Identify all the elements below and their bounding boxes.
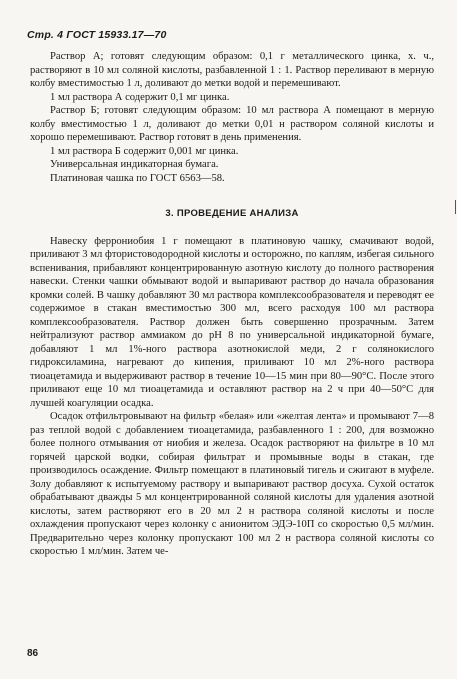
margin-mark [455,200,456,214]
paragraph-procedure-2: Осадок отфильтровывают на фильтр «белая» или «желтая лента» и промывают 7—8 раз теплой водой с добавлением тиоацетамида, разбавленного 1 : 200, для возможно более полного отмывания от ниобия и железа. Осадок растворяют на фильтре в 10 мл горячей царской водки, собирая фильтрат и промывные воды в стакан, где производилось осаждение. Фильтр помещают в платиновый тигель и сжигают в муфеле. Золу добавляют к испытуемому раствору и выпаривают раствор досуха. Сухой остаток обрабатывают дважды 5 мл концентрированной соляной кислоты для удаления азотной кислоты, затем растворяют его в 20 мл 2 н раствора соляной кислоты и после охлаждения пропускают через колонку с анионитом ЭДЭ-10П со скоростью 0,5 мл/мин. Предварительно через колонку пропускают 100 мл 2 н раствора соляной кислоты со скоростью 1 мл/мин. Затем че- [30,411,434,557]
paragraph-solution-a: Раствор А; готовят следующим образом: 0,1 г металлического цинка, х. ч., растворяют в 10 мл соляной кислоты, разбавленной 1 : 1. Раствор переливают в мерную колбу вместимостью 1 л, доливают до метки водой и перемешивают. [30,51,434,89]
page-body [30,50,434,559]
paragraph-solution-b: Раствор Б; готовят следующим образом: 10 мл раствора А помещают в мерную колбу вместимостью 1 л, доливают до метки 0,01 н раствором соляной кислоты и хорошо перемешивают. Раствор готовят в день применения. [30,105,434,143]
paragraph-solution-a-content: 1 мл раствора А содержит 0,1 мг цинка. [50,91,230,103]
paragraph-indicator-paper: Универсальная индикаторная бумага. [50,159,219,170]
paragraph-solution-b-content: 1 мл раствора Б содержит 0,001 мг цинка. [50,145,239,157]
page-number: 86 [27,648,39,659]
running-header: Стр. 4 ГОСТ 15933.17—70 [27,29,167,41]
paragraph-platinum-dish: Платиновая чашка по ГОСТ 6563—58. [50,172,225,184]
section-heading: 3. ПРОВЕДЕНИЕ АНАЛИЗА [165,208,299,219]
paragraph-procedure-1: Навеску феррониобия 1 г помещают в платиновую чашку, смачивают водой, приливают 3 мл фтористоводородной кислоты и осторожно, по каплям, избегая сильного вспенивания, прибавляют концентрированную азотную кислоту до полного растворения навески. Стенки чашки обмывают водой и выпаривают раствор до начала образования кромки солей. В чашку добавляют 30 мл раствора комплексообразователя и переводят ее содержимое в стакан вместимостью 300 мл, всего расходуя 100 мл раствора комплексообразователя. Раствор должен быть совершенно прозрачным. Затем нейтрализуют раствор аммиаком до pH 8 по универсальной индикаторной бумаге, добавляют 1 мл 1%-ного раствора азотнокислой меди, 2 г солянокислого гидроксиламина, нагревают до кипения, приливают 10 мл 2%-ного раствора тиоацетамида и выдерживают раствор в течение 10—15 мин при 80—90°С. После этого приливают еще 10 мл тиоацетамида и оставляют раствор на 2 ч при 40—50°С для лучшей коагуляции осадка. [30,235,434,409]
